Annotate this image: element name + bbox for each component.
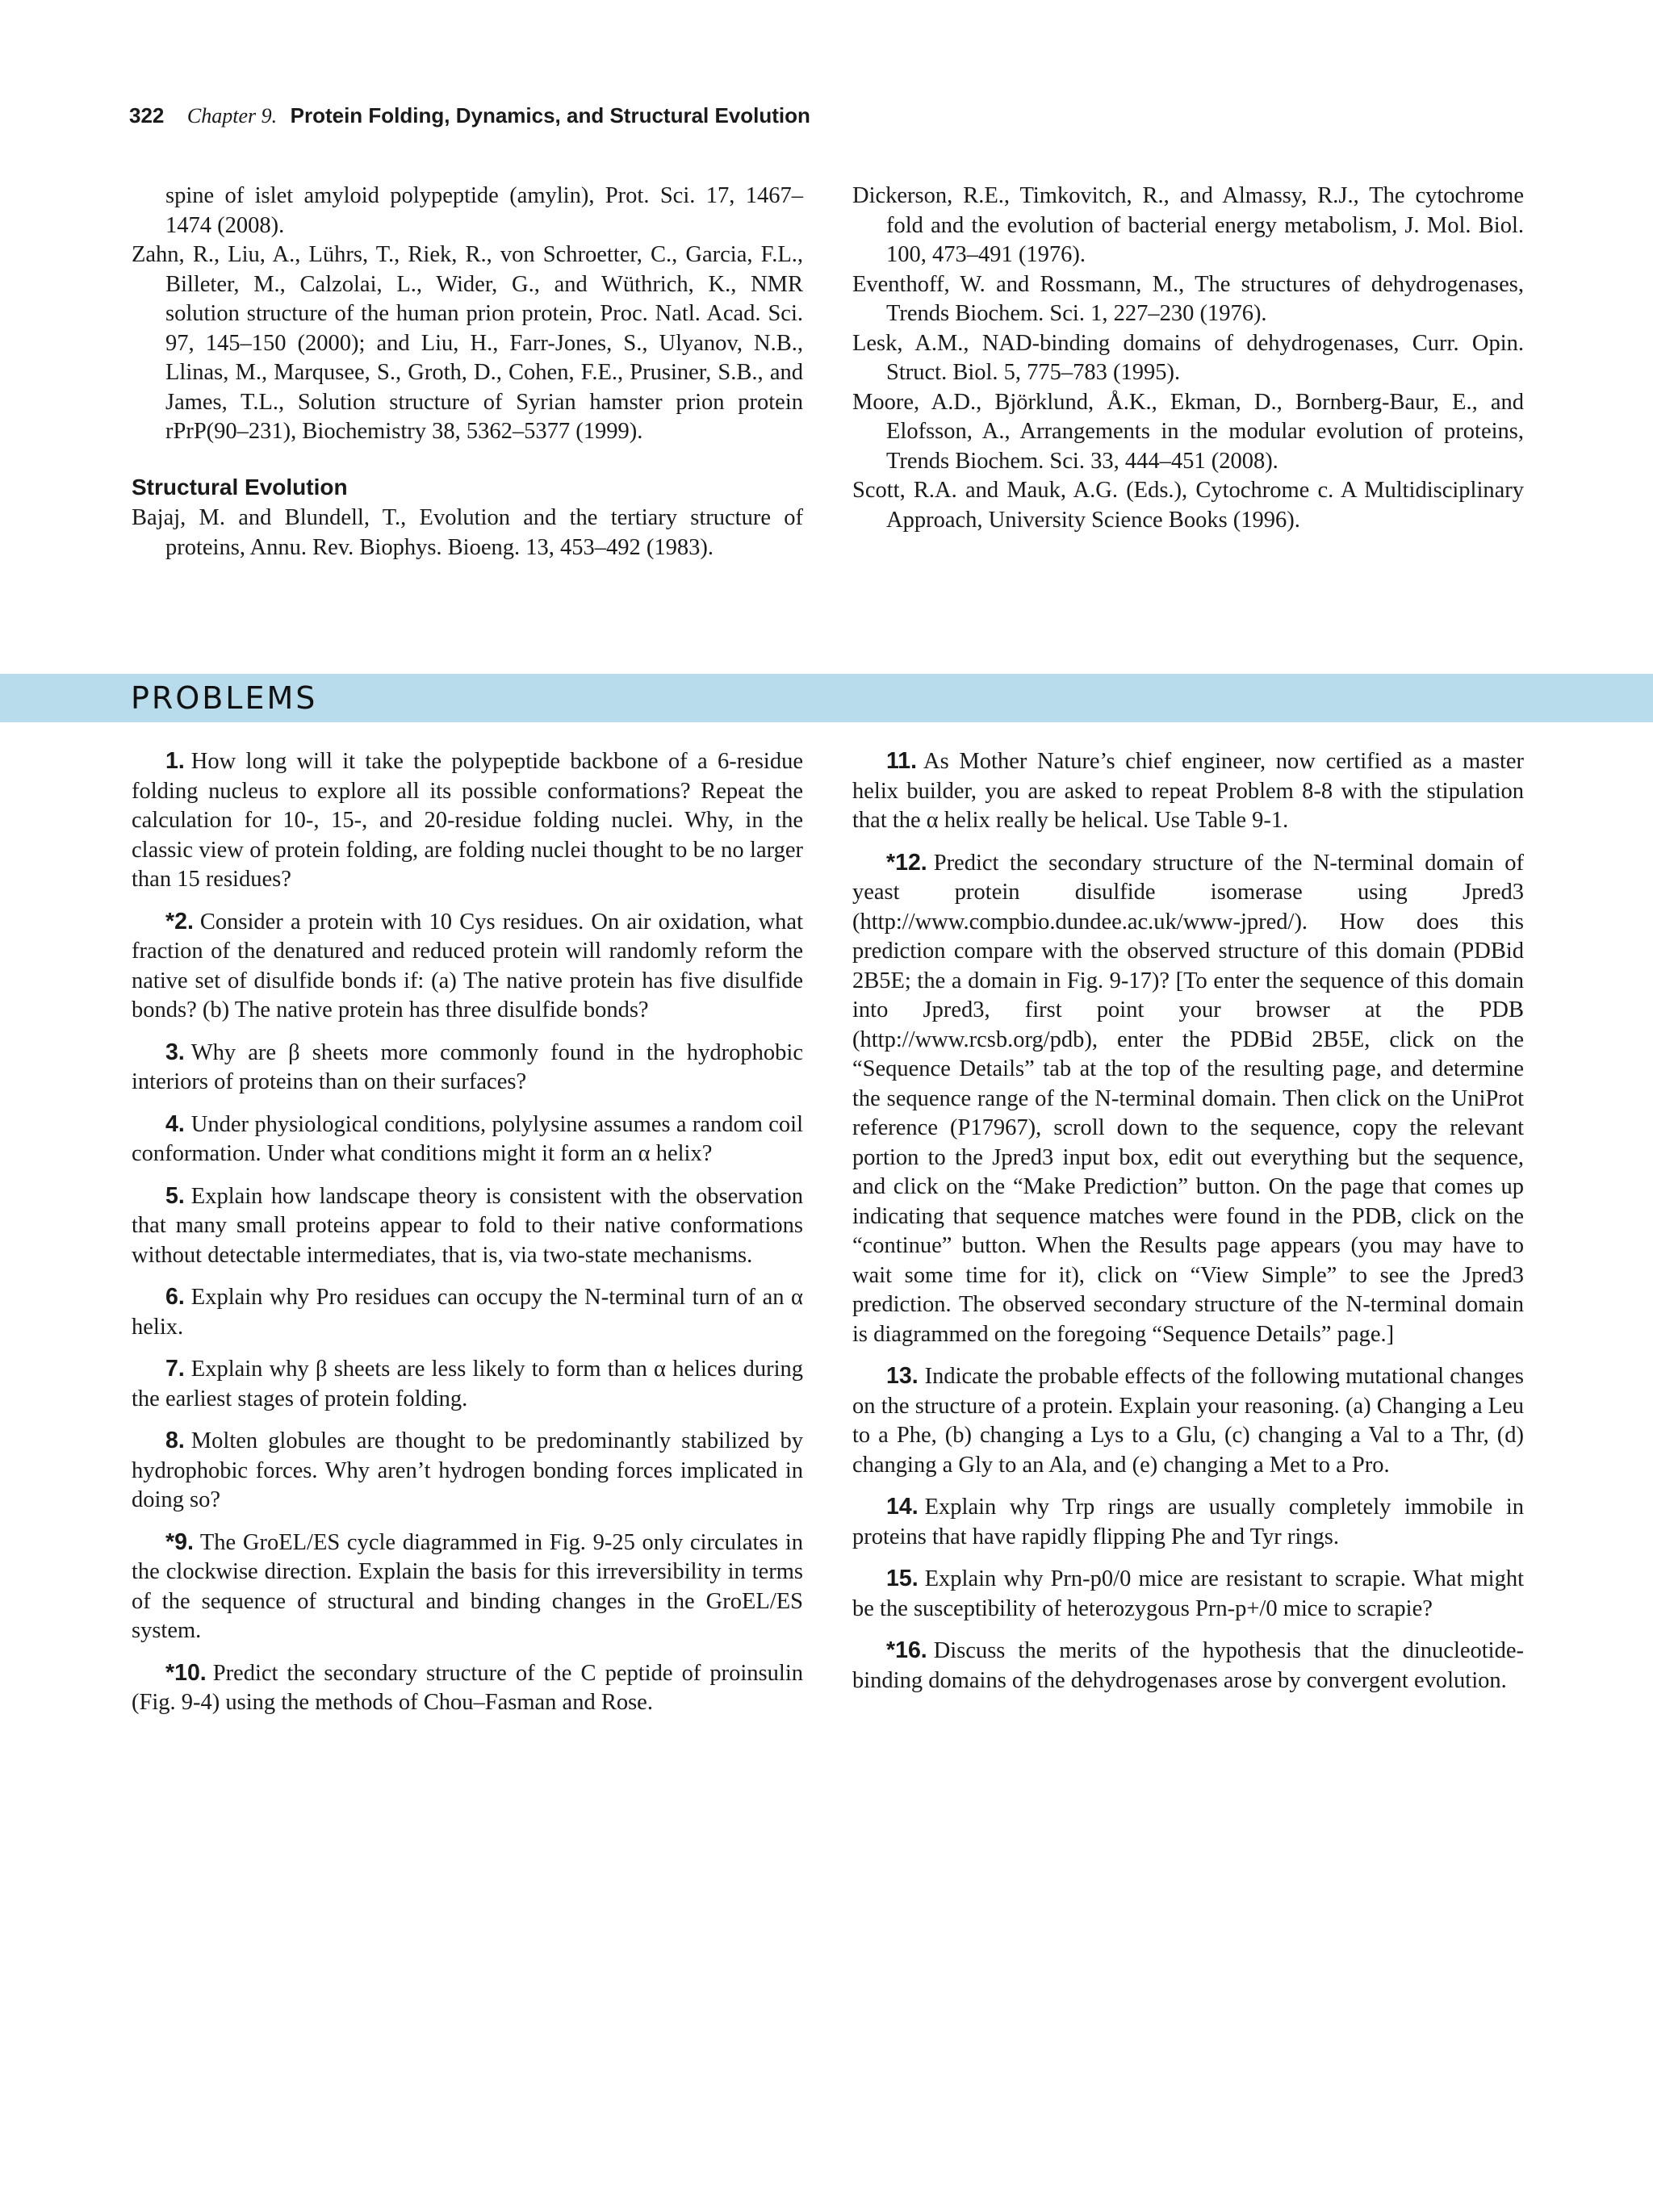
problem-item (852, 848, 1524, 1350)
problem-text: Molten globules are thought to be predominantly stabilized by hydrophobic forces. Why aren’t hydrogen bonding forces implicated in doing so? (132, 1428, 803, 1512)
problem-text: Explain how landscape theory is consistent with the observation that many small proteins appear to fold to their native conformations without detectable intermediates, that is, via two-state mechanisms. (132, 1183, 803, 1268)
problem-item (852, 1564, 1524, 1624)
reference-item: Bajaj, M. and Blundell, T., Evolution and the tertiary structure of proteins, Annu. Rev. Biophys. Bioeng. 13, 453–492 (1983). (132, 505, 803, 560)
reference-item: Dickerson, R.E., Timkovitch, R., and Almassy, R.J., The cytochrome fold and the evolution of bacterial energy metabolism, J. Mol. Biol. 100, 473–491 (1976). (852, 183, 1524, 267)
problem-number: *16. (886, 1637, 927, 1663)
problem-text: Discuss the merits of the hypothesis that the dinucleotide-binding domains of the dehydrogenases arose by convergent evolution. (852, 1638, 1524, 1693)
problem-item (132, 1038, 803, 1098)
problem-text: Indicate the probable effects of the following mutational changes on the structure of a protein. Explain your reasoning. (a) Changing a Leu to a Phe, (b) changing a Lys to a Glu, (c) changing a Val to a Thr, (d) changing a Gly to an Ala, and (e) changing a Met to a Pro. (852, 1364, 1524, 1478)
problem-number: 11. (886, 748, 918, 774)
problem-number: 8. (165, 1428, 185, 1453)
problem-number: *2. (165, 908, 194, 935)
reference-item: Moore, A.D., Björklund, Å.K., Ekman, D., Bornberg-Baur, E., and Elofsson, A., Arrangements in the modular evolution of proteins, Trends Biochem. Sci. 33, 444–451 (2008). (852, 389, 1524, 474)
reference-item: Lesk, A.M., NAD-binding domains of dehydrogenases, Curr. Opin. Struct. Biol. 5, 775–783 (1995). (852, 330, 1524, 385)
problem-item (132, 1426, 803, 1516)
problem-text: Under physiological conditions, polylysine assumes a random coil conformation. Under what conditions might it form an α helix? (132, 1111, 803, 1166)
references-right-column (852, 182, 1524, 535)
problem-text: Explain why Prn-p0/0 mice are resistant to scrapie. What might be the susceptibility of heterozygous Prn-p+/0 mice to scrapie? (852, 1566, 1524, 1621)
problem-item (852, 1492, 1524, 1552)
problem-item (132, 1110, 803, 1169)
problem-number: 13. (886, 1363, 919, 1389)
problem-text: Explain why Pro residues can occupy the N-terminal turn of an α helix. (132, 1285, 803, 1340)
problem-text: Predict the secondary structure of the C peptide of proinsulin (Fig. 9-4) using the methods of Chou–Fasman and Rose. (132, 1660, 803, 1715)
running-header (129, 103, 810, 128)
problem-number: 6. (165, 1284, 185, 1310)
problem-text: How long will it take the polypeptide backbone of a 6-residue folding nucleus to explore all its possible conformations? Repeat the calculation for 10-, 15-, and 20-residue folding nuclei. Why, in the classic view of protein folding, are folding nuclei thought to be no larger than 15 residues? (132, 749, 803, 892)
problem-number: *10. (165, 1659, 207, 1686)
problems-banner (0, 674, 1653, 722)
reference-item: Scott, R.A. and Mauk, A.G. (Eds.), Cytochrome c. A Multidisciplinary Approach, University Science Books (1996). (852, 478, 1524, 533)
problem-text: Explain why Trp rings are usually completely immobile in proteins that have rapidly flipping Phe and Tyr rings. (852, 1495, 1524, 1549)
problem-number: 15. (886, 1566, 919, 1591)
chapter-title: Protein Folding, Dynamics, and Structural Evolution (290, 103, 810, 128)
problem-text: As Mother Nature’s chief engineer, now certified as a master helix builder, you are asked to repeat Problem 8-8 with the stipulation that the α helix really be helical. Use Table 9-1. (852, 749, 1524, 833)
problem-item (132, 1528, 803, 1646)
problem-item (132, 1282, 803, 1342)
problem-number: 4. (165, 1110, 185, 1137)
chapter-label: Chapter 9. (186, 104, 278, 128)
problem-number: 1. (165, 748, 185, 774)
problems-right-column (852, 746, 1524, 1708)
problem-item (852, 746, 1524, 836)
reference-item: spine of islet amyloid polypeptide (amylin), Prot. Sci. 17, 1467–1474 (2008). (165, 183, 803, 238)
problem-item (132, 746, 803, 895)
problem-item (852, 1361, 1524, 1480)
problem-text: Consider a protein with 10 Cys residues. On air oxidation, what fraction of the denatured and reduced protein will randomly reform the native set of disulfide bonds if: (a) The native protein has five disulfide bonds? (b) The native protein has three disulfide bonds? (132, 909, 803, 1022)
problem-text: Why are β sheets more commonly found in the hydrophobic interiors of proteins than on their surfaces? (132, 1039, 803, 1094)
problem-text: Explain why β sheets are less likely to form than α helices during the earliest stages of protein folding. (132, 1357, 803, 1411)
problem-number: *12. (886, 849, 927, 876)
problem-text: The GroEL/ES cycle diagrammed in Fig. 9-25 only circulates in the clockwise direction. Explain the basis for this irreversibility in terms of the sequence of structural and binding changes in the GroEL/ES system. (132, 1529, 803, 1643)
section-heading: Structural Evolution (132, 474, 348, 500)
problem-item (132, 1354, 803, 1414)
problem-item (852, 1636, 1524, 1696)
reference-item: Zahn, R., Liu, A., Lührs, T., Riek, R., von Schroetter, C., Garcia, F.L., Billeter, M., Calzolai, L., Wider, G., and Wüthrich, K., NMR solution structure of the human prion protein, Proc. Natl. Acad. Sci. 97, 145–150 (2000); and Liu, H., Farr-Jones, S., Ulyanov, N.B., Llinas, M., Marqusee, S., Groth, D., Cohen, F.E., Prusiner, S.B., and James, T.L., Solution structure of Syrian hamster prion protein rPrP(90–231), Biochemistry 38, 5362–5377 (1999). (132, 242, 803, 444)
problem-item (132, 1658, 803, 1718)
problem-number: 3. (165, 1039, 185, 1065)
page-number: 322 (129, 103, 165, 128)
problems-left-column (132, 746, 803, 1730)
problem-number: 14. (886, 1494, 919, 1520)
problem-text: Predict the secondary structure of the N-terminal domain of yeast protein disulfide isomerase using Jpred3 (http://www.compbio.dundee.ac.uk/www-jpred/). How does this prediction compare with the observed structure of this domain (PDBid 2B5E; the a domain in Fig. 9-17)? [To enter the sequence of this domain into Jpred3, first point your browser at the PDB (http://www.rcsb.org/pdb), enter the PDBid 2B5E, click on the “Sequence Details” tab at the top of the resulting page, and determine the sequence range of the N-terminal domain. Then click on the UniProt reference (P17967), scroll down to the sequence, copy the relevant portion to the Jpred3 input box, edit out everything but the sequence, and click on the “Make Prediction” button. On the page that comes up indicating that sequence matches were found in the PDB, click on the “continue” button. When the Results page appears (you may have to wait some time for it), click on “View Simple” to see the Jpred3 prediction. The observed secondary structure of the N-terminal domain is diagrammed on the foregoing “Sequence Details” page.] (852, 850, 1524, 1347)
problem-item (132, 1181, 803, 1271)
problem-item (132, 907, 803, 1026)
reference-item: Eventhoff, W. and Rossmann, M., The structures of dehydrogenases, Trends Biochem. Sci. 1, 227–230 (1976). (852, 271, 1524, 326)
problem-number: *9. (165, 1528, 194, 1555)
problems-heading: PROBLEMS (131, 680, 318, 716)
references-left-column (132, 182, 803, 562)
problem-number: 7. (165, 1356, 185, 1382)
problem-number: 5. (165, 1182, 185, 1209)
